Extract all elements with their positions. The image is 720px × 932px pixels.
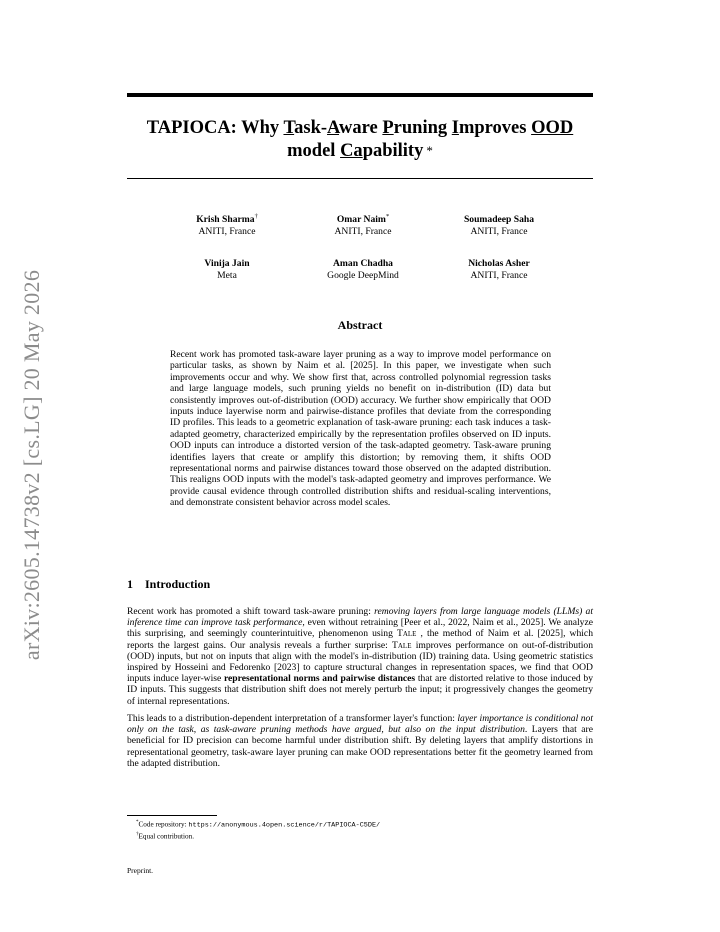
affiliation: ANITI, France	[470, 225, 528, 237]
paper-title: TAPIOCA: Why Task-Aware Pruning Improves OOD model Capability *	[146, 118, 574, 161]
author-row-1	[127, 211, 593, 237]
section-title: Introduction	[145, 577, 211, 591]
abstract-heading: Abstract	[337, 318, 383, 332]
affiliation: Meta	[217, 269, 237, 281]
author: Nicholas Asher ANITI, France	[439, 255, 559, 281]
author: Soumadeep Saha ANITI, France	[439, 211, 559, 237]
footnotes	[136, 818, 380, 842]
affiliation: ANITI, France	[198, 225, 256, 237]
author: Vinija Jain Meta	[167, 255, 287, 281]
author-block	[127, 211, 593, 299]
intro-paragraph-1: Recent work has promoted a shift toward task-aware pruning: removing layers from large language models (LLMs) at inference time can improve task performance, even without retraining [Peer et al., 2022, Naim et al., 2025]. We analyze this surprising, and seemingly counterintuitive, phenomenon using Tale , the method of Naim et al. [2025], which reports the largest gains. Our analysis reveals a further surprise: Tale improves performance on out-of-distribution (OOD) inputs, but not on inputs that align with the model's in-distribution (ID) training data. Using geometric statistics inspired by Hosseini and Fedorenko [2023] to capture structural changes in representation spaces, we find that OOD inputs induce layer-wise representational norms and pairwise distances that are distorted relative to those induced by ID inputs. This suggests that distribution shift does not merely perturb the input; it progressively changes the geometry of internal representations.	[127, 606, 594, 707]
author: Aman Chadha Google DeepMind	[303, 255, 423, 281]
section-number: 1	[127, 577, 133, 591]
abstract-text: Recent work has promoted task-aware layer pruning as a way to improve model performance on particular tasks, as shown by Naim et al. [2025]. In this paper, we investigate when such improvements occur and why. We show first that, across controlled polynomial regression tasks and large language models, such pruning yields no benefit on in-distribution (ID) data but consistently improves out-of-distribution (OOD) accuracy. We further show empirically that OOD inputs induce layerwise norm and pairwise-distance profiles that deviate from the corresponding ID profiles. This leads to a geometric explanation of task-aware pruning: each task induces a task-adapted geometry, characterized empirically by the representation profiles observed on ID inputs. OOD inputs can introduce a distorted version of the task-adapted geometry. Task-aware pruning identifies layers that create or amplify this distortion; by removing them, it shifts OOD representational norms and pairwise distances toward those observed on the adapted distribution. This realigns OOD inputs with the model's task-adapted geometry and improves performance. We provide causal evidence through controlled distribution shifts and residual-scaling interventions, and demonstrate consistent behavior across model scales.	[170, 349, 551, 509]
footnote-rule	[127, 815, 217, 816]
title-top-rule	[127, 93, 593, 97]
arxiv-id: arXiv:2605.14738v2 [cs.LG] 20 May 2026	[19, 269, 45, 661]
affiliation: ANITI, France	[334, 225, 392, 237]
title-footnote-mark: *	[426, 143, 433, 158]
arxiv-identifier-stamp	[8, 255, 56, 675]
preprint-label: Preprint.	[127, 866, 154, 875]
title-bottom-rule	[127, 178, 593, 179]
affiliation: Google DeepMind	[327, 269, 399, 281]
author: Omar Naim* ANITI, France	[303, 211, 423, 237]
section-heading-introduction	[127, 577, 210, 592]
author: Krish Sharma† ANITI, France	[167, 211, 287, 237]
code-repository-link[interactable]: https://anonymous.4open.science/r/TAPIOCA-C5DE/	[188, 821, 381, 830]
author-row-2	[127, 255, 593, 281]
affiliation: ANITI, France	[470, 269, 528, 281]
footnote-equal-contribution: †Equal contribution.	[136, 832, 194, 841]
intro-paragraph-2: This leads to a distribution-dependent interpretation of a transformer layer's function: layer importance is conditional not only on the task, as task-aware pruning methods have argued, but also on the input distribution. Layers that are beneficial for ID precision can become harmful under distribution shift. By deleting layers that amplify distortions in representational geometry, task-aware layer pruning can make OOD representations better fit the geometry learned from the adapted distribution.	[127, 713, 593, 769]
footnote-code: *Code repository: https://anonymous.4open.science/r/TAPIOCA-C5DE/	[136, 820, 381, 830]
